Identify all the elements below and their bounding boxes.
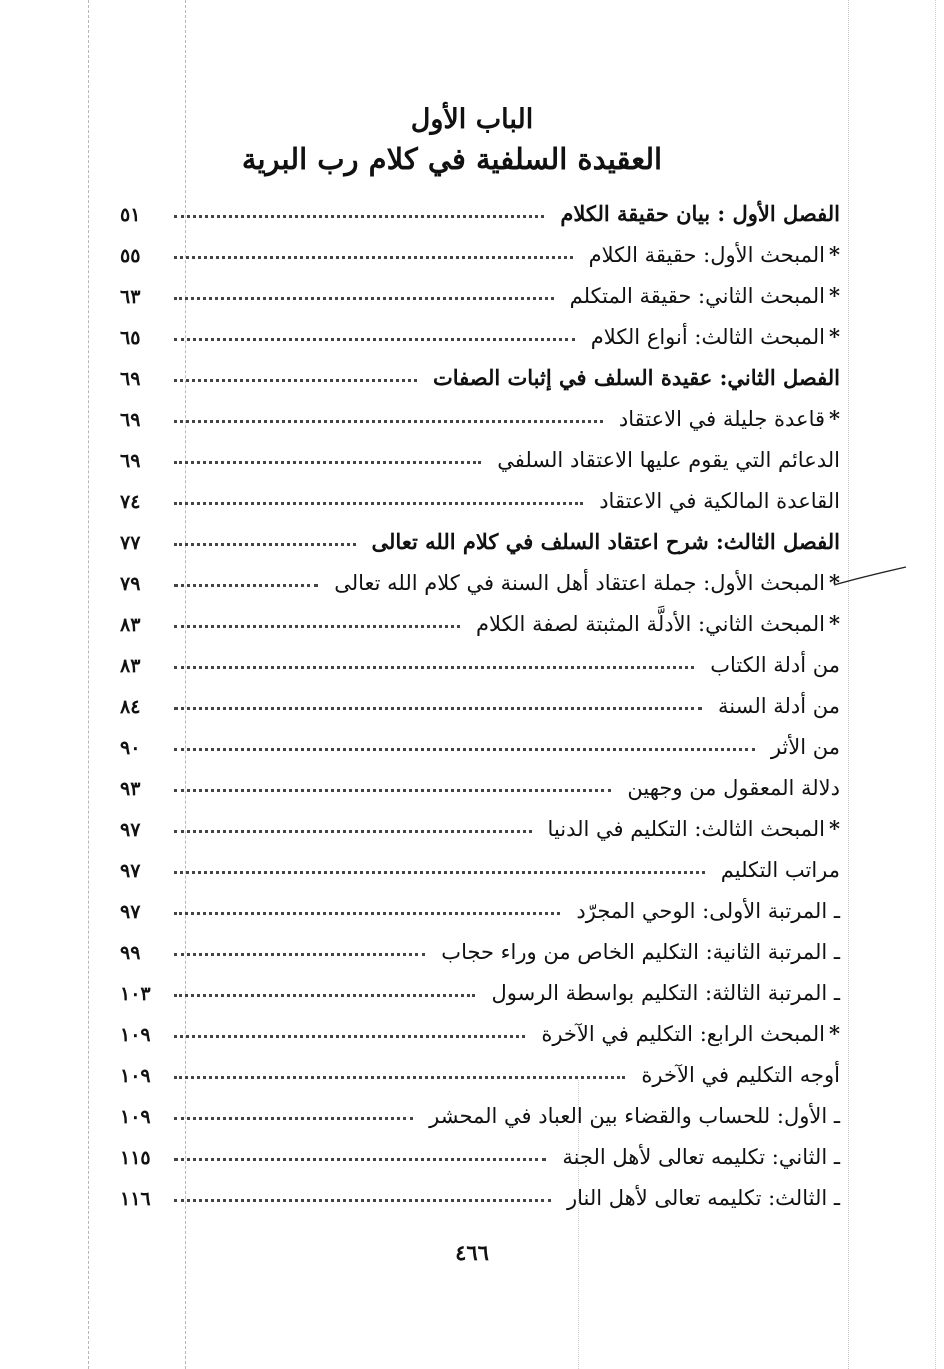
toc-entry	[120, 841, 840, 882]
toc-entry-text: دلالة المعقول من وجهين	[627, 776, 840, 800]
toc-entry-text: المبحث الثاني: الأدلَّة المثبتة لصفة الكلام	[476, 612, 826, 636]
pen-mark-stroke	[832, 563, 912, 593]
toc-entry-page: ٦٩	[120, 368, 141, 390]
asterisk-icon: *	[829, 611, 840, 636]
dot-leader	[174, 359, 417, 382]
dot-leader	[174, 974, 475, 997]
toc-entry	[120, 1005, 840, 1046]
toc-entry-text: أوجه التكليم في الآخرة	[641, 1063, 840, 1087]
toc-entry-page: ٩٣	[120, 778, 141, 800]
toc-entry-page: ٩٧	[120, 819, 141, 841]
toc-entry-text: المبحث الرابع: التكليم في الآخرة	[541, 1022, 826, 1046]
toc-entry-page: ١٠٩	[120, 1024, 151, 1046]
toc-entry	[120, 595, 840, 636]
asterisk-icon: *	[829, 1021, 840, 1046]
dot-leader	[174, 523, 356, 546]
toc-entry	[120, 185, 840, 226]
dot-leader	[174, 1097, 413, 1120]
toc-entry	[120, 923, 840, 964]
asterisk-icon: *	[829, 406, 840, 431]
dot-leader	[174, 1179, 551, 1202]
toc-entry-text: المبحث الثالث: أنواع الكلام	[590, 325, 826, 349]
toc-entry-text: المبحث الأول: حقيقة الكلام	[588, 243, 826, 267]
toc-entry-text: الفصل الثاني: عقيدة السلف في إثبات الصفات	[432, 365, 840, 390]
toc-entry-page: ٩٩	[120, 942, 141, 964]
dot-leader	[174, 687, 702, 710]
toc-entry-page: ٥١	[120, 204, 141, 226]
toc-entry-text: ـ المرتبة الأولى: الوحي المجرّد	[576, 899, 840, 923]
toc-entry	[120, 390, 840, 431]
toc-entry-title	[435, 940, 840, 964]
toc-entry-text: ـ الأول: للحساب والقضاء بين العباد في المحشر	[429, 1104, 840, 1128]
toc-entry-text: المبحث الثاني: حقيقة المتكلم	[569, 284, 826, 308]
toc-entry	[120, 513, 840, 554]
toc-entry-title	[564, 283, 840, 308]
toc-entry-title	[613, 406, 840, 431]
dot-leader	[174, 810, 532, 833]
toc-entry-text: المبحث الثالث: التكليم في الدنيا	[547, 817, 826, 841]
part-title: الباب الأول	[410, 104, 534, 135]
toc-entry	[120, 1128, 840, 1169]
toc-entry-title	[621, 776, 840, 800]
toc-entry-text: ـ المرتبة الثانية: التكليم الخاص من وراء حجاب	[441, 940, 840, 964]
toc-entry-page: ٨٤	[120, 696, 141, 718]
toc-entry	[120, 759, 840, 800]
toc-entry-title	[423, 1104, 840, 1128]
toc-entry-page: ٧٧	[120, 532, 141, 554]
toc-entry-page: ١١٦	[120, 1188, 151, 1210]
scan-guide-line	[88, 0, 89, 1369]
toc-entry	[120, 308, 840, 349]
toc-entry-title	[585, 324, 840, 349]
dot-leader	[174, 277, 554, 300]
asterisk-icon: *	[829, 324, 840, 349]
toc-entry-page: ٨٣	[120, 655, 141, 677]
toc-entry-text: الفصل الثالث: شرح اعتقاد السلف في كلام الله تعالى	[371, 529, 840, 554]
dot-leader	[174, 1138, 546, 1161]
dot-leader	[174, 318, 575, 341]
toc-entry-text: قاعدة جليلة في الاعتقاد	[618, 407, 826, 431]
dot-leader	[174, 646, 694, 669]
toc-entry-text: مراتب التكليم	[720, 858, 840, 882]
scan-guide-line	[848, 0, 849, 1369]
dot-leader	[174, 769, 611, 792]
toc-entry	[120, 882, 840, 923]
dot-leader	[174, 195, 544, 218]
toc-entry-title	[570, 899, 840, 923]
toc-entry	[120, 636, 840, 677]
toc-entry-title	[715, 858, 840, 882]
toc-entry-page: ٦٥	[120, 327, 141, 349]
toc-entry-page: ٦٣	[120, 286, 141, 308]
asterisk-icon: *	[829, 283, 840, 308]
toc-entry	[120, 964, 840, 1005]
toc-entry-title	[470, 611, 840, 636]
toc-entry-page: ٥٥	[120, 245, 141, 267]
toc-entry-title	[485, 981, 840, 1005]
toc-entry	[120, 800, 840, 841]
toc-entry-text: من أدلة الكتاب	[710, 653, 840, 677]
dot-leader	[174, 1015, 525, 1038]
toc-entry-text: ـ المرتبة الثالثة: التكليم بواسطة الرسول	[491, 981, 840, 1005]
toc-entry-text: من أدلة السنة	[718, 694, 840, 718]
toc-entry-text: المبحث الأول: جملة اعتقاد أهل السنة في كلام الله تعالى	[334, 571, 826, 595]
toc-entry	[120, 267, 840, 308]
dot-leader	[174, 892, 560, 915]
toc-entry-page: ٨٣	[120, 614, 141, 636]
part-subtitle: العقيدة السلفية في كلام رب البرية	[241, 142, 663, 176]
toc-entry	[120, 349, 840, 390]
dot-leader	[174, 851, 705, 874]
toc-entry-title	[554, 201, 840, 226]
toc-entry-page: ٧٤	[120, 491, 141, 513]
toc-entry-page: ٩٧	[120, 901, 141, 923]
page-number: ٤٦٦	[455, 1240, 489, 1265]
toc-entry-page: ٧٩	[120, 573, 141, 595]
toc-entry-page: ١٠٩	[120, 1065, 151, 1087]
toc-entry-page: ١١٥	[120, 1147, 151, 1169]
toc-entry	[120, 472, 840, 513]
dot-leader	[174, 1056, 625, 1079]
toc-entry	[120, 226, 840, 267]
scan-guide-line	[935, 0, 936, 1369]
toc-entry-page: ٦٩	[120, 409, 141, 431]
toc-entry-page: ٩٠	[120, 737, 141, 759]
toc-entry	[120, 1169, 840, 1210]
dot-leader	[174, 605, 460, 628]
toc-entry-text: ـ الثالث: تكليمه تعالى لأهل النار	[566, 1186, 840, 1210]
toc-entry-title	[542, 816, 840, 841]
toc-entry	[120, 431, 840, 472]
toc-entry-text: الدعائم التي يقوم عليها الاعتقاد السلفي	[497, 448, 840, 472]
toc-entry-page: ٦٩	[120, 450, 141, 472]
toc-entry-title	[366, 529, 840, 554]
dot-leader	[174, 400, 603, 423]
toc-entry-title	[712, 694, 840, 718]
toc-entry-title	[328, 570, 840, 595]
toc-entry-title	[583, 242, 840, 267]
toc-entry-title	[593, 489, 840, 513]
toc-entry-title	[535, 1021, 840, 1046]
toc-entry-text: ـ الثاني: تكليمه تعالى لأهل الجنة	[562, 1145, 840, 1169]
toc-entry-page: ٩٧	[120, 860, 141, 882]
toc-entry	[120, 554, 840, 595]
asterisk-icon: *	[829, 570, 840, 595]
dot-leader	[174, 933, 425, 956]
asterisk-icon: *	[829, 816, 840, 841]
toc-entry-title	[556, 1145, 840, 1169]
toc-entry	[120, 718, 840, 759]
table-of-contents	[120, 185, 840, 1210]
dot-leader	[174, 482, 583, 505]
toc-entry-title	[704, 653, 840, 677]
toc-entry-title	[765, 735, 840, 759]
toc-entry-title	[427, 365, 840, 390]
toc-entry-text: القاعدة المالكية في الاعتقاد	[599, 489, 840, 513]
toc-entry-page: ١٠٣	[120, 983, 151, 1005]
dot-leader	[174, 236, 573, 259]
toc-entry-title	[561, 1186, 840, 1210]
asterisk-icon: *	[829, 242, 840, 267]
dot-leader	[174, 564, 318, 587]
toc-entry	[120, 1046, 840, 1087]
toc-entry	[120, 677, 840, 718]
dot-leader	[174, 441, 481, 464]
dot-leader	[174, 728, 755, 751]
toc-entry-page: ١٠٩	[120, 1106, 151, 1128]
toc-entry-title	[635, 1063, 840, 1087]
toc-entry-text: الفصل الأول : بيان حقيقة الكلام	[560, 201, 840, 226]
toc-entry-text: من الأثر	[770, 735, 840, 759]
toc-entry	[120, 1087, 840, 1128]
toc-entry-title	[491, 448, 840, 472]
